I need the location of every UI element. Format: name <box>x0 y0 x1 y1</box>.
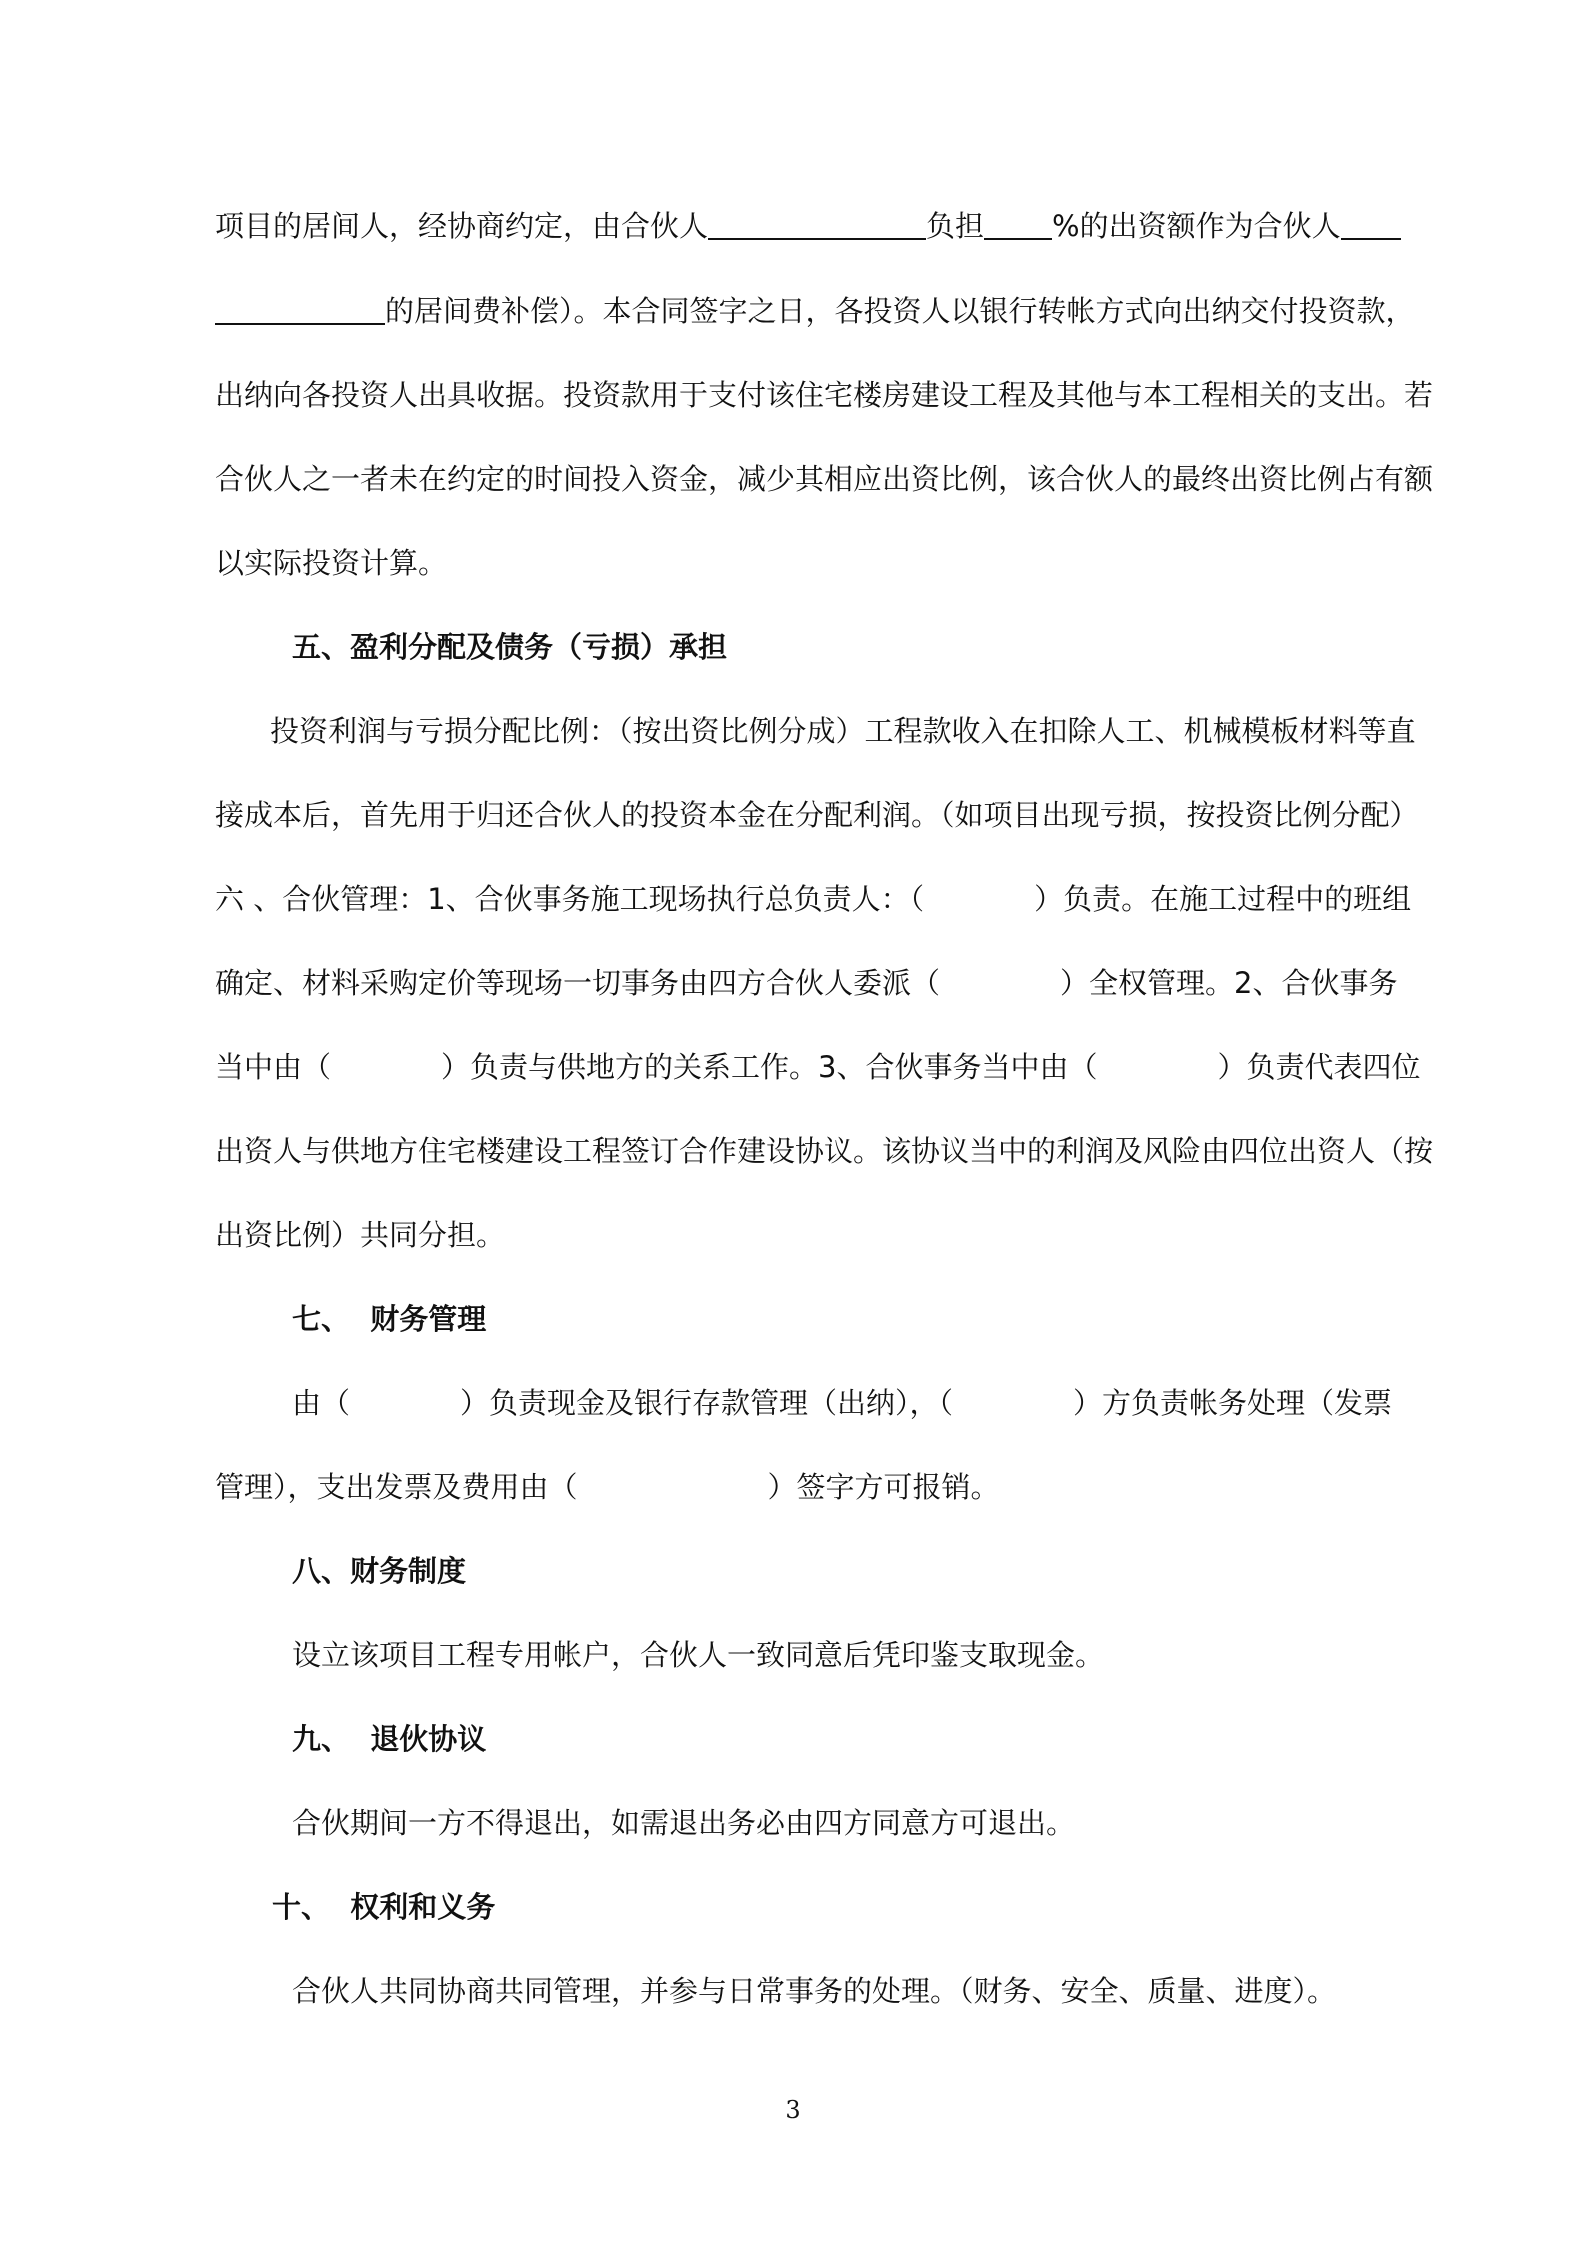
section-heading: 八、财务制度 <box>292 1554 467 1588</box>
page-number: 3 <box>785 2096 801 2124</box>
text-segment: 管理），支出发票及费用由（ <box>215 1470 578 1504</box>
text-segment: %的出资额作为合伙人 <box>1052 209 1341 243</box>
section-heading: 九、 退伙协议 <box>292 1722 487 1756</box>
text-line <box>215 206 1385 246</box>
section-heading: 十、 权利和义务 <box>272 1890 496 1924</box>
text-segment: ）负责现金及银行存款管理（出纳），（ <box>460 1386 954 1420</box>
blank-percent <box>984 208 1052 240</box>
text-segment: ）签字方可报销。 <box>767 1470 1000 1504</box>
text-segment: 的居间费补偿）。本合同签字之日，各投资人以银行转帐方式向出纳交付投资款， <box>385 294 1415 328</box>
text-line <box>215 1047 1421 1087</box>
text-line <box>215 291 1415 331</box>
text-line: 接成本后，首先用于归还合伙人的投资本金在分配利润。（如项目出现亏损，按投资比例分配） <box>215 798 1419 832</box>
text-line <box>292 1383 1393 1423</box>
text-line <box>215 963 1398 1003</box>
blank-partner <box>708 208 926 240</box>
text-line: 以实际投资计算。 <box>215 546 448 580</box>
section-heading: 七、 财务管理 <box>292 1302 487 1336</box>
text-line <box>215 1467 1385 1507</box>
text-line: 合伙人之一者未在约定的时间投入资金，减少其相应出资比例，该合伙人的最终出资比例占有额 <box>215 462 1434 496</box>
blank-partner-name <box>1341 208 1401 240</box>
text-segment: 项目的居间人，经协商约定，由合伙人 <box>215 209 709 243</box>
text-segment: 当中由（ <box>215 1050 332 1084</box>
blank-partner-name-cont <box>215 293 385 325</box>
text-segment: ）负责代表四位 <box>1217 1050 1421 1084</box>
text-segment: 确定、材料采购定价等现场一切事务由四方合伙人委派（ <box>215 966 941 1000</box>
text-line: 合伙期间一方不得退出，如需退出务必由四方同意方可退出。 <box>292 1806 1076 1840</box>
text-segment: ）负责与供地方的关系工作。3、合伙事务当中由（ <box>441 1050 1098 1084</box>
text-segment: 由（ <box>292 1386 351 1420</box>
section-heading: 五、盈利分配及债务（亏损）承担 <box>292 630 728 664</box>
text-line: 合伙人共同协商共同管理，并参与日常事务的处理。（财务、安全、质量、进度）。 <box>292 1974 1337 2008</box>
text-line: 出资人与供地方住宅楼建设工程签订合作建设协议。该协议当中的利润及风险由四位出资人（按 <box>215 1134 1434 1168</box>
text-line: 出纳向各投资人出具收据。投资款用于支付该住宅楼房建设工程及其他与本工程相关的支出。若 <box>215 378 1434 412</box>
text-line: 投资利润与亏损分配比例：（按出资比例分成）工程款收入在扣除人工、机械模板材料等直 <box>270 714 1416 748</box>
text-segment: ）方负责帐务处理（发票 <box>1073 1386 1393 1420</box>
text-segment: ）全权管理。2、合伙事务 <box>1060 966 1398 1000</box>
text-line: 出资比例）共同分担。 <box>215 1218 506 1252</box>
text-segment: 六 、合伙管理：1、合伙事务施工现场执行总负责人：（ <box>215 882 925 916</box>
text-segment: 负担 <box>926 209 985 243</box>
text-segment: ）负责。在施工过程中的班组 <box>1034 882 1412 916</box>
text-line <box>215 879 1412 919</box>
text-line: 设立该项目工程专用帐户，合伙人一致同意后凭印鉴支取现金。 <box>292 1638 1105 1672</box>
